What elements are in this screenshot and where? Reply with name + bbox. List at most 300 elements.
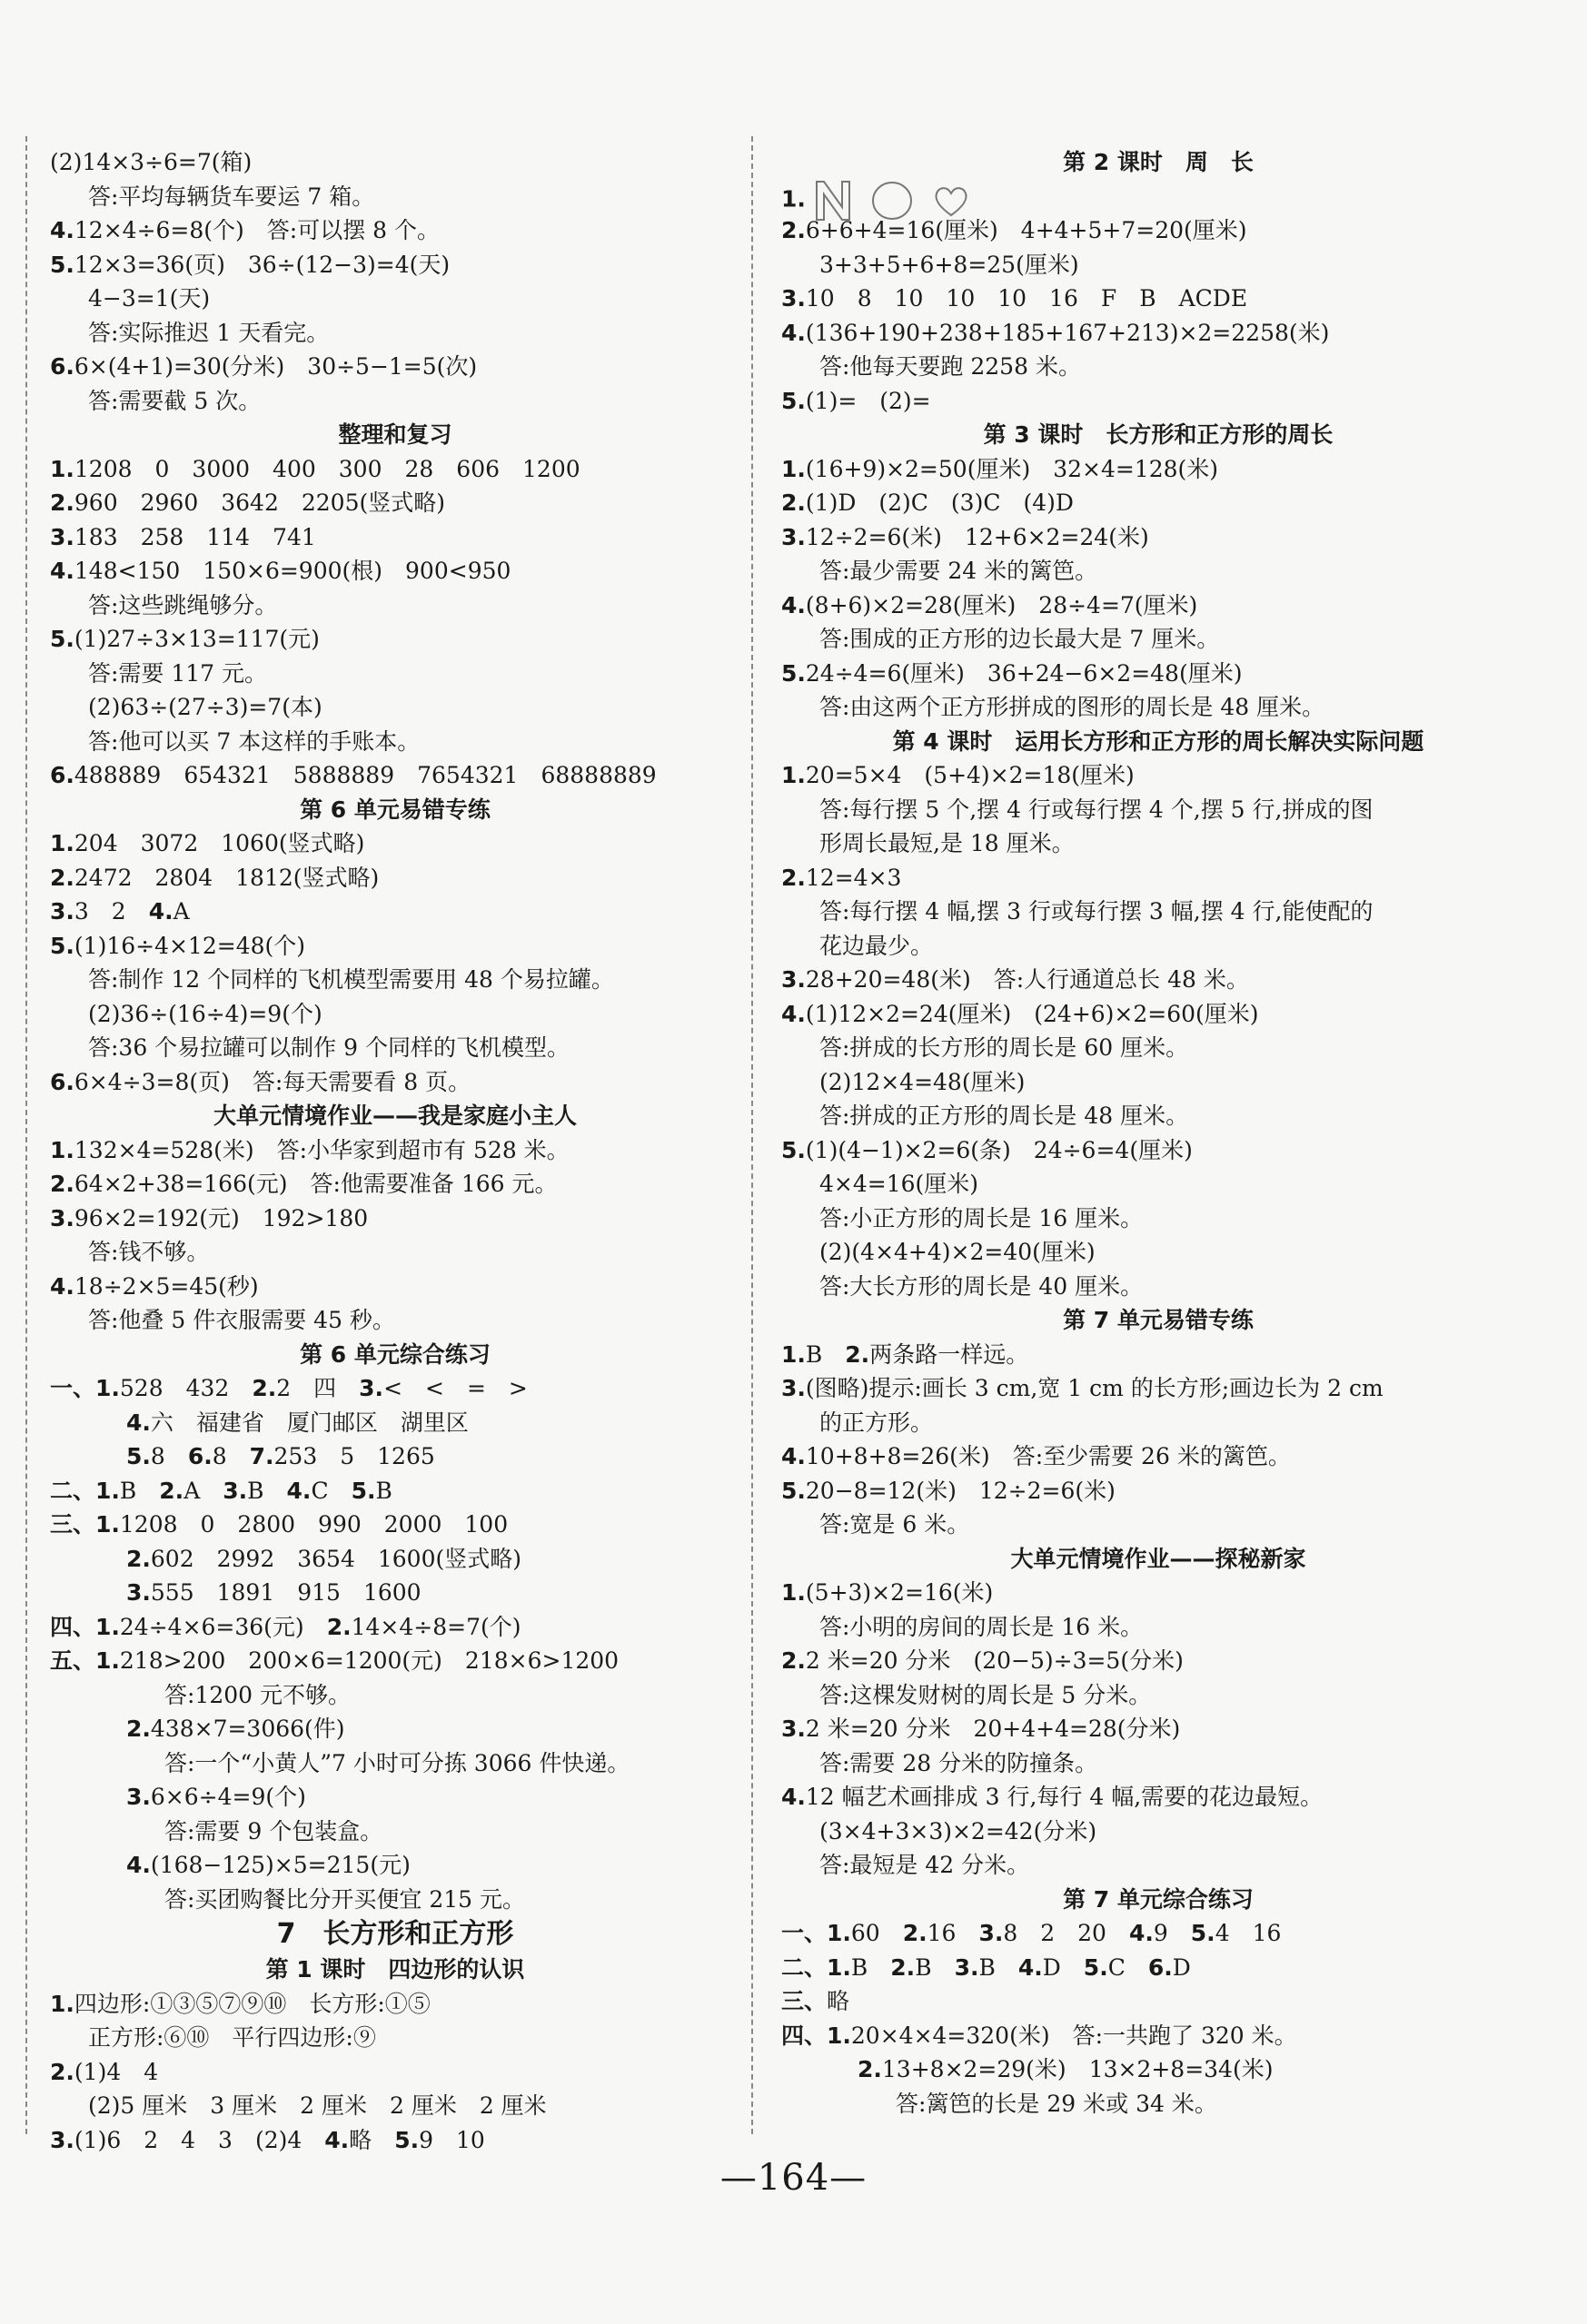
answer-text: 528 432 xyxy=(119,1375,253,1401)
answer-text: (1)(4−1)×2=6(条) 24÷6=4(厘米) xyxy=(805,1136,1193,1163)
question-number: 4. xyxy=(126,1852,151,1878)
question-number: 2. xyxy=(845,1340,870,1368)
answer-text: 96×2=192(元) 192>180 xyxy=(74,1204,369,1231)
answer-line xyxy=(50,384,740,419)
question-number: 5. xyxy=(781,1477,806,1504)
answer-line xyxy=(781,248,1535,282)
answer-line xyxy=(781,1848,1535,1883)
answer-text: 13+8×2=29(米) 13×2+8=34(米) xyxy=(881,2056,1274,2082)
answer-text: 8 2 20 xyxy=(1003,1920,1129,1946)
answer-line xyxy=(50,1031,740,1065)
answer-line xyxy=(50,554,740,588)
answer-line xyxy=(781,1644,1535,1678)
answer-text: (1)16÷4×12=48(个) xyxy=(74,932,306,959)
answer-line xyxy=(781,1235,1535,1270)
answer-text: 10 8 10 10 10 16 F B ACDE xyxy=(805,285,1248,312)
answer-text: 4 16 xyxy=(1215,1920,1282,1946)
answer-text: B xyxy=(247,1477,287,1504)
answer-line xyxy=(50,1542,740,1577)
question-number: 4. xyxy=(50,1272,74,1300)
answer-text: 正方形:⑥⑩ 平行四边形:⑨ xyxy=(88,2024,376,2051)
question-number: 3. xyxy=(50,2126,74,2153)
answer-line xyxy=(50,1439,740,1474)
answer-text: D xyxy=(1042,1953,1084,1981)
answer-line xyxy=(50,2055,740,2090)
answer-line xyxy=(781,1780,1535,1815)
answer-line xyxy=(50,1815,740,1849)
answer-line xyxy=(50,1406,740,1440)
answer-text: 答:36 个易拉罐可以制作 9 个同样的飞机模型。 xyxy=(88,1034,570,1061)
answer-text: (136+190+238+185+167+213)×2=2258(米) xyxy=(805,319,1330,346)
question-number: 2. xyxy=(126,1716,151,1742)
question-number: 4. xyxy=(781,591,806,618)
answer-line xyxy=(781,2019,1535,2053)
answer-text: (2)36÷(16÷4)=9(个) xyxy=(88,1000,322,1027)
answer-text: 9 10 xyxy=(419,2126,485,2153)
question-number: 7. xyxy=(249,1443,274,1469)
answer-text: B xyxy=(805,1340,846,1368)
answer-text: 答:宽是 6 米。 xyxy=(819,1511,970,1538)
answer-text: (168−125)×5=215(元) xyxy=(150,1852,411,1878)
answer-line xyxy=(50,657,740,691)
answer-text: (1)27÷3×13=117(元) xyxy=(74,626,320,652)
question-number: 二、1. xyxy=(781,1953,851,1981)
answer-text: 253 5 1265 xyxy=(273,1443,435,1469)
question-number: 一、1. xyxy=(781,1920,851,1946)
question-number: 1. xyxy=(781,1340,806,1368)
answer-text: D xyxy=(1172,1953,1191,1981)
answer-line xyxy=(50,350,740,384)
answer-line xyxy=(781,997,1535,1032)
answer-line xyxy=(50,1746,740,1781)
answer-text: 答:买团购餐比分开买便宜 215 元。 xyxy=(164,1885,526,1913)
answer-text: 183 258 114 741 xyxy=(74,523,316,550)
answer-line xyxy=(50,2021,740,2055)
answer-text: 9 xyxy=(1153,1920,1191,1946)
question-number: 四、1. xyxy=(50,1613,120,1640)
answer-text: 12=4×3 xyxy=(805,864,902,891)
section-heading: 第 2 课时 周 长 xyxy=(1063,149,1254,175)
answer-line xyxy=(781,520,1535,555)
answer-text: 28+20=48(米) 答:人行通道总长 48 米。 xyxy=(805,966,1249,993)
answer-text: 3+3+5+6+8=25(厘米) xyxy=(819,251,1079,278)
answer-text: 答:钱不够。 xyxy=(88,1239,210,1265)
answer-line xyxy=(781,316,1535,351)
answer-line xyxy=(781,1610,1535,1645)
answer-text: 16 xyxy=(927,1920,979,1946)
answer-line xyxy=(781,1133,1535,1168)
answer-line xyxy=(50,1576,740,1610)
question-number: 五、1. xyxy=(50,1647,120,1674)
question-number: 4. xyxy=(781,1000,806,1027)
answer-text: 答:小正方形的周长是 16 厘米。 xyxy=(819,1204,1144,1231)
answer-text: (8+6)×2=28(厘米) 28÷4=7(厘米) xyxy=(805,591,1198,618)
question-number: 1. xyxy=(781,1579,806,1606)
question-number: 5. xyxy=(781,659,806,687)
answer-line xyxy=(781,1439,1535,1474)
section-heading: 第 3 课时 长方形和正方形的周长 xyxy=(983,421,1334,448)
answer-text: 答:由这两个正方形拼成的图形的周长是 48 厘米。 xyxy=(819,694,1325,720)
answer-line xyxy=(781,793,1535,827)
answer-text: 148<150 150×6=900(根) 900<950 xyxy=(74,558,511,584)
answer-text: 555 1891 915 1600 xyxy=(150,1579,422,1606)
question-number: 2. xyxy=(326,1613,352,1640)
answer-text: 2 米=20 分米 (20−5)÷3=5(分米) xyxy=(805,1647,1184,1674)
question-number: 4. xyxy=(781,319,806,346)
answer-line xyxy=(50,1065,740,1100)
answer-text: 答:最少需要 24 米的篱笆。 xyxy=(819,558,1098,584)
question-number: 2. xyxy=(50,864,74,891)
answer-line xyxy=(50,725,740,759)
answer-line xyxy=(50,520,740,555)
answer-text: 218>200 200×6=1200(元) 218×6>1200 xyxy=(119,1647,620,1674)
answer-text: 12×3=36(页) 36÷(12−3)=4(天) xyxy=(74,251,451,278)
answer-text: B xyxy=(375,1477,392,1504)
answer-line xyxy=(50,895,740,929)
answer-line xyxy=(781,1202,1535,1236)
answer-text: 答:最短是 42 分米。 xyxy=(819,1852,1030,1878)
answer-text: 2 四 xyxy=(276,1375,360,1401)
question-number: 3. xyxy=(978,1920,1004,1946)
answer-line xyxy=(50,861,740,895)
answer-line xyxy=(50,826,740,861)
answer-line xyxy=(50,1202,740,1236)
question-number: 3. xyxy=(781,285,806,312)
answer-line xyxy=(50,1644,740,1678)
question-number: 4. xyxy=(324,2126,350,2153)
answer-line xyxy=(50,1780,740,1815)
answer-text: 答:小明的房间的周长是 16 米。 xyxy=(819,1613,1144,1640)
answer-line xyxy=(781,2087,1535,2121)
answer-text: (1)4 4 xyxy=(74,2058,159,2085)
answer-line xyxy=(781,1406,1535,1440)
question-number: 5. xyxy=(781,1136,806,1163)
column-divider xyxy=(751,136,753,2134)
answer-line-shapes xyxy=(781,180,1535,214)
section-heading: 第 4 课时 运用长方形和正方形的周长解决实际问题 xyxy=(892,727,1424,755)
question-number: 2. xyxy=(781,217,806,243)
question-number: 4. xyxy=(50,217,74,243)
answer-text: 答:他可以买 7 本这样的手账本。 xyxy=(88,727,421,755)
answer-text: (2)(4×4+4)×2=40(厘米) xyxy=(819,1239,1096,1265)
answer-text: 答:大长方形的周长是 40 厘米。 xyxy=(819,1272,1144,1300)
question-number: 6. xyxy=(50,762,74,788)
answer-line xyxy=(781,895,1535,929)
section-heading: 第 7 单元易错专练 xyxy=(1063,1307,1254,1333)
answer-text: C xyxy=(1107,1953,1148,1981)
answer-text: 10+8+8=26(米) 答:至少需要 26 米的篱笆。 xyxy=(805,1443,1291,1469)
answer-line xyxy=(781,350,1535,384)
question-number: 2. xyxy=(126,1545,151,1572)
answer-line xyxy=(50,997,740,1032)
question-number: 5. xyxy=(50,932,74,959)
answer-line xyxy=(781,1576,1535,1610)
answer-text: 14×4÷8=7(个) xyxy=(351,1613,521,1640)
answer-text: (图略)提示:画长 3 cm,宽 1 cm 的长方形;画边长为 2 cm xyxy=(805,1375,1384,1401)
answer-line xyxy=(781,929,1535,964)
answer-line xyxy=(50,1712,740,1746)
answer-line xyxy=(50,1610,740,1645)
answer-text: 4−3=1(天) xyxy=(88,285,211,312)
answer-text: 六 福建省 厦门邮区 湖里区 xyxy=(150,1409,469,1436)
question-number: 3. xyxy=(223,1477,248,1504)
answer-text: 12 幅艺术画排成 3 行,每行 4 幅,需要的花边最短。 xyxy=(805,1784,1324,1810)
answer-line xyxy=(50,248,740,282)
answer-line xyxy=(50,690,740,725)
question-number: 二、1. xyxy=(50,1477,120,1504)
question-number: 2. xyxy=(50,490,74,516)
answer-text: B xyxy=(978,1953,1018,1981)
answer-line xyxy=(50,622,740,657)
question-number: 6. xyxy=(50,353,74,380)
question-number: 3. xyxy=(781,966,806,993)
answer-text: 6×6÷4=9(个) xyxy=(150,1784,306,1810)
answer-line xyxy=(50,929,740,964)
question-number: 3. xyxy=(359,1375,384,1401)
question-number: 4. xyxy=(781,1443,806,1469)
answer-line xyxy=(781,1371,1535,1406)
answer-line xyxy=(781,826,1535,861)
answer-line xyxy=(50,963,740,997)
question-number: 5. xyxy=(351,1477,376,1504)
question-number: 1. xyxy=(50,830,74,856)
question-number: 4. xyxy=(286,1477,312,1504)
question-number: 3. xyxy=(781,1716,806,1742)
answer-text: B xyxy=(119,1477,160,1504)
answer-text: (1)6 2 4 3 (2)4 xyxy=(74,2126,325,2153)
question-number: 4. xyxy=(781,1784,806,1810)
answer-text: 4×4=16(厘米) xyxy=(819,1171,979,1197)
answer-text: 8 xyxy=(212,1443,250,1469)
answer-text: 略 xyxy=(827,1988,850,2014)
question-number: 3. xyxy=(50,1204,74,1231)
answer-text: 答:需要 28 分米的防撞条。 xyxy=(819,1749,1098,1776)
answer-line xyxy=(781,1270,1535,1304)
answer-text: 答:实际推迟 1 天看完。 xyxy=(88,319,330,346)
answer-line xyxy=(50,1678,740,1713)
answer-line xyxy=(781,758,1535,793)
question-number: 3. xyxy=(50,898,74,925)
answer-line xyxy=(50,1848,740,1883)
answer-text: 1208 0 2800 990 2000 100 xyxy=(119,1511,509,1538)
question-number: 5. xyxy=(50,251,74,278)
question-number: 三、1. xyxy=(50,1511,120,1538)
question-number: 1. xyxy=(781,185,806,212)
answer-line xyxy=(50,1133,740,1168)
answer-text: 花边最少。 xyxy=(819,932,934,959)
answer-line xyxy=(781,282,1535,316)
answer-line xyxy=(781,1065,1535,1100)
answer-line xyxy=(50,1303,740,1338)
answer-line xyxy=(781,384,1535,419)
section-heading: 大单元情境作业——探秘新家 xyxy=(1010,1545,1306,1572)
left-margin-divider xyxy=(25,136,27,2134)
question-number: 1. xyxy=(50,1136,74,1163)
answer-text: 20−8=12(米) 12÷2=6(米) xyxy=(805,1477,1116,1504)
question-number: 5. xyxy=(1190,1920,1215,1946)
answer-line xyxy=(781,1984,1535,2019)
section-heading: 整理和复习 xyxy=(338,421,452,448)
answer-text: (2)63÷(27÷3)=7(本) xyxy=(88,694,322,720)
question-number: 四、1. xyxy=(781,2022,851,2049)
answer-text: 答:需要 9 个包装盒。 xyxy=(164,1817,383,1844)
question-number: 3. xyxy=(781,523,806,550)
answer-line xyxy=(50,1474,740,1508)
question-number: 5. xyxy=(126,1443,151,1469)
answer-text: 答:围成的正方形的边长最大是 7 厘米。 xyxy=(819,626,1220,652)
question-number: 2. xyxy=(159,1477,184,1504)
answer-text: 答:拼成的长方形的周长是 60 厘米。 xyxy=(819,1034,1189,1061)
section-heading: 第 6 单元易错专练 xyxy=(300,796,491,823)
answer-text: 602 2992 3654 1600(竖式略) xyxy=(150,1545,522,1572)
answer-line xyxy=(50,145,740,180)
answer-line xyxy=(50,1508,740,1542)
answer-text: 2 米=20 分米 20+4+4=28(分米) xyxy=(805,1716,1181,1742)
answer-line xyxy=(781,1712,1535,1746)
right-column xyxy=(781,145,1535,2121)
answer-text: 6+6+4=16(厘米) 4+4+5+7=20(厘米) xyxy=(805,217,1247,243)
question-number: 3. xyxy=(781,1375,806,1401)
answer-text: 答:每行摆 4 幅,摆 3 行或每行摆 3 幅,摆 4 行,能使配的 xyxy=(819,898,1374,925)
answer-text: 答:这些跳绳够分。 xyxy=(88,591,278,618)
section-heading: 第 1 课时 四边形的认识 xyxy=(265,1956,525,1983)
answer-text: 答:这棵发财树的周长是 5 分米。 xyxy=(819,1681,1152,1708)
answer-text: 20×4×4=320(米) 答:一共跑了 320 米。 xyxy=(850,2022,1297,2049)
answer-text: B xyxy=(850,1953,891,1981)
answer-line xyxy=(781,486,1535,520)
answer-text: (1)= (2)= xyxy=(805,387,931,414)
question-number: 4. xyxy=(50,558,74,584)
question-number: 1. xyxy=(781,455,806,482)
question-number: 4. xyxy=(148,898,174,925)
page-number: —164— xyxy=(719,2157,868,2199)
answer-text: 6×4÷3=8(页) 答:每天需要看 8 页。 xyxy=(74,1068,471,1095)
answer-line xyxy=(50,1167,740,1202)
answer-text: 答:平均每辆货车要运 7 箱。 xyxy=(88,183,375,210)
answer-text: 18÷2×5=45(秒) xyxy=(74,1272,259,1300)
answer-text: 答:制作 12 个同样的飞机模型需要用 48 个易拉罐。 xyxy=(88,966,614,993)
answer-line xyxy=(781,963,1535,997)
answer-line xyxy=(781,213,1535,248)
answer-text: 6×(4+1)=30(分米) 30÷5−1=5(次) xyxy=(74,353,478,380)
answer-line xyxy=(781,2052,1535,2087)
question-number: 5. xyxy=(781,387,806,414)
question-number: 2. xyxy=(50,1171,74,1197)
answer-text: (5+3)×2=16(米) xyxy=(805,1579,994,1606)
section-heading: 第 6 单元综合练习 xyxy=(300,1340,491,1368)
answer-line xyxy=(50,1371,740,1406)
answer-line xyxy=(781,1746,1535,1781)
answer-text: 24÷4×6=36(元) xyxy=(119,1613,327,1640)
answer-text: 四边形:①③⑤⑦⑨⑩ 长方形:①⑤ xyxy=(74,1990,431,2017)
answer-line xyxy=(50,758,740,793)
answer-text: 形周长最短,是 18 厘米。 xyxy=(819,830,1075,856)
answer-text: 答:他每天要跑 2258 米。 xyxy=(819,353,1081,380)
answer-line xyxy=(781,1508,1535,1542)
answer-line xyxy=(781,690,1535,725)
question-number: 3. xyxy=(50,523,74,550)
question-number: 3. xyxy=(126,1784,151,1810)
answer-text: 答:一个“小黄人”7 小时可分拣 3066 件快递。 xyxy=(164,1749,630,1776)
answer-line xyxy=(781,1474,1535,1508)
answer-text: A xyxy=(183,1477,223,1504)
answer-text: 3 2 xyxy=(74,898,149,925)
answer-text: C xyxy=(311,1477,352,1504)
answer-text: 的正方形。 xyxy=(819,1409,934,1436)
question-number: 5. xyxy=(1083,1953,1108,1981)
answer-line xyxy=(781,622,1535,657)
answer-text: 答:拼成的正方形的周长是 48 厘米。 xyxy=(819,1103,1189,1129)
answer-line xyxy=(781,1167,1535,1202)
answer-line xyxy=(50,316,740,351)
answer-line xyxy=(50,1883,740,1917)
answer-line xyxy=(781,588,1535,623)
question-number: 2. xyxy=(890,1953,916,1981)
answer-text: (1)12×2=24(厘米) (24+6)×2=60(厘米) xyxy=(805,1000,1259,1027)
answer-text: 答:需要 117 元。 xyxy=(88,659,268,687)
answer-text: 答:每行摆 5 个,摆 4 行或每行摆 4 个,摆 5 行,拼成的图 xyxy=(819,796,1374,823)
question-number: 4. xyxy=(1128,1920,1154,1946)
question-number: 1. xyxy=(50,455,74,482)
question-number: 1. xyxy=(50,1990,74,2017)
answer-line xyxy=(50,1987,740,2022)
section-heading: 第 7 单元综合练习 xyxy=(1063,1885,1254,1913)
answer-line xyxy=(781,554,1535,588)
answer-line xyxy=(781,1951,1535,1985)
answer-line xyxy=(781,1099,1535,1133)
answer-line xyxy=(50,1235,740,1270)
answer-line xyxy=(50,1270,740,1304)
question-number: 2. xyxy=(781,490,806,516)
question-number: 6. xyxy=(50,1068,74,1095)
question-number: 3. xyxy=(126,1579,151,1606)
answer-text: 1208 0 3000 400 300 28 606 1200 xyxy=(74,455,580,482)
answer-text: 答:他叠 5 件衣服需要 45 秒。 xyxy=(88,1307,395,1333)
answer-line xyxy=(781,657,1535,691)
answer-text: 8 xyxy=(150,1443,188,1469)
question-number: 2. xyxy=(50,2058,74,2085)
answer-line xyxy=(50,452,740,487)
answer-line xyxy=(50,2123,740,2158)
answer-text: 60 xyxy=(850,1920,903,1946)
question-number: 2. xyxy=(902,1920,927,1946)
answer-text: (2)12×4=48(厘米) xyxy=(819,1068,1026,1095)
answer-line xyxy=(781,1916,1535,1951)
answer-line xyxy=(781,1338,1535,1372)
answer-text: 答:1200 元不够。 xyxy=(164,1681,351,1708)
question-number: 4. xyxy=(1017,1953,1043,1981)
left-column xyxy=(50,145,740,2157)
answer-text: 12÷2=6(米) 12+6×2=24(米) xyxy=(805,523,1149,550)
question-number: 2. xyxy=(781,1647,806,1674)
answer-text: 略 xyxy=(349,2126,395,2153)
answer-text: < < = > xyxy=(383,1375,528,1401)
answer-line xyxy=(781,1031,1535,1065)
answer-text: (3×4+3×3)×2=42(分米) xyxy=(819,1817,1097,1844)
chapter-heading: 7 长方形和正方形 xyxy=(276,1918,514,1950)
question-number: 三、 xyxy=(781,1988,828,2014)
answer-line xyxy=(781,861,1535,895)
question-number: 6. xyxy=(187,1443,213,1469)
answer-text: 答:篱笆的长是 29 米或 34 米。 xyxy=(896,2090,1217,2117)
answer-text: 960 2960 3642 2205(竖式略) xyxy=(74,490,446,516)
question-number: 一、1. xyxy=(50,1375,120,1401)
question-number: 4. xyxy=(126,1409,151,1436)
answer-line xyxy=(50,213,740,248)
answer-text: 64×2+38=166(元) 答:他需要准备 166 元。 xyxy=(74,1171,558,1197)
question-number: 2. xyxy=(781,864,806,891)
question-number: 5. xyxy=(50,626,74,652)
